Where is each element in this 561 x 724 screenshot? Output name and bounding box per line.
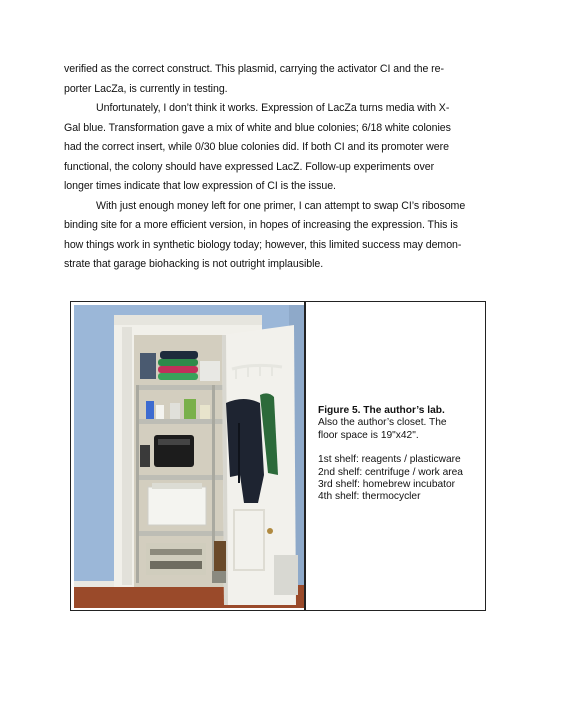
- text-line: functional, the colony should have expressed LacZ. Follow-up experiments over: [64, 160, 435, 173]
- paragraph-1: [64, 60, 500, 99]
- text-line: With just enough money left for one primer, I can attempt to swap CI’s ribosome: [96, 199, 466, 212]
- figure-divider: [304, 302, 306, 610]
- shelf-label: 2nd shelf: centrifuge / work area: [318, 466, 463, 478]
- text-line: strate that garage biohacking is not outright implausible.: [64, 258, 324, 270]
- text-line: had the correct insert, while 0/30 blue colonies did. If both CI and its promoter were: [64, 141, 449, 153]
- text-line: Gal blue. Transformation gave a mix of white and blue colonies; 6/18 white colonies: [64, 121, 451, 134]
- shelf-label: 3rd shelf: homebrew incubator: [318, 479, 456, 491]
- body-text: [64, 60, 500, 275]
- paragraph-3: [64, 197, 500, 275]
- shelf-label: 1st shelf: reagents / plasticware: [318, 454, 461, 466]
- figure-description: floor space is 19"x42".: [318, 429, 419, 441]
- text-line: binding site for a more efficient version, in hopes of increasing the expression. This is: [64, 219, 458, 231]
- figure-caption: [318, 405, 480, 504]
- text-line: longer times indicate that low expression of CI is the issue.: [64, 180, 336, 192]
- closet-lab-photo: [74, 305, 304, 608]
- text-line: how things work in synthetic biology today; however, this limited success may demon-: [64, 238, 462, 251]
- figure-description: Also the author’s closet. The: [318, 417, 447, 429]
- figure-5: [70, 301, 486, 611]
- shelf-label: 4th shelf: thermocycler: [318, 491, 421, 503]
- text-line: Unfortunately, I don’t think it works. Expression of LacZa turns media with X-: [96, 102, 450, 114]
- text-line: verified as the correct construct. This plasmid, carrying the activator CI and the re-: [64, 63, 444, 75]
- text-line: porter LacZa, is currently in testing.: [64, 82, 228, 95]
- paragraph-2: [64, 99, 500, 197]
- figure-title: Figure 5. The author’s lab.: [318, 405, 445, 416]
